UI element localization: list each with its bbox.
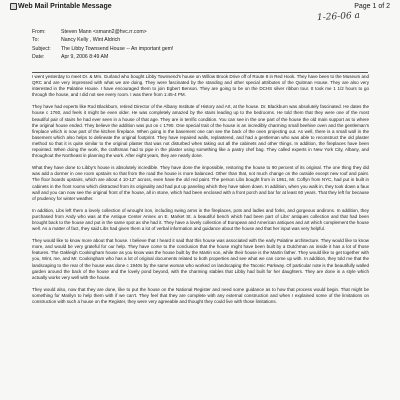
header-divider bbox=[32, 72, 368, 73]
handwritten-annotation: 1-26-06 a bbox=[316, 10, 361, 24]
date-label: Date: bbox=[32, 53, 45, 60]
subject-label: Subject: bbox=[32, 45, 51, 52]
to-label: To: bbox=[32, 37, 39, 44]
from-value: Steven Mann <smann2@hvc.rr.com> bbox=[61, 29, 147, 35]
from-row bbox=[32, 28, 372, 36]
email-headers bbox=[32, 28, 372, 61]
body-paragraph: They have had experts like Rod Blackburn, retired Director of the Albany Institute of History and Art, at the house. Dr. Blackburn was absolutely fascinated. He dates the house c 1760, and feels it might be even older. He was completely amazed by the stairs leading up to the bedrooms. He told them that they were one of the most beautiful pair of stairs he had ever seen in a house of that age. They are in terrific condition. You can see in the one part of the house the old main support as to where the original house ended. They believe the addition was put on c 1790. One special trait of the house is an incredibly charming small beehive oven and the gentleman's fireplace which is now part of the kitchen fireplace. When going in the basement one can see the back of the oven projecting out. As well, there is a small wall in the basement which also helps to delineate the original footprint. They have repaired walls, replastered, and had a gentleman who was able to reconstruct the old plaster method so that it is quite similar to the original plaster that was not disturbed when taking out all the cabinets and other things. In addition, the fireplaces have been repointed. When doing the work, the craftsman had to pipe in the plaster using something like a pastry chef bag. They called experts in New York City, Albany, and throughout the Northeast in planning the work. After eight years, they are nearly done. bbox=[32, 104, 369, 159]
to-row bbox=[32, 36, 372, 44]
subject-row bbox=[32, 45, 372, 53]
page-indicator: Page 1 of 2 bbox=[354, 3, 390, 10]
date-row bbox=[32, 53, 372, 61]
body-paragraph: They would also, now that they are done, like to put the house on the National Register and need some guidance as to how that process would begin. That might be something for Marilyn to help them with if we can't. They feel that they are complete with any external construction and when I explained some of the limitations on construction with such a house on the Register, they were very agreeable and thought they could live with those limitations. bbox=[32, 286, 369, 304]
subject-value: The Libby Townsend House -- An important gem! bbox=[61, 45, 174, 52]
to-value: Nancy Kelly , Wint Aldrich bbox=[61, 37, 121, 44]
window-title: Web Mail Printable Message bbox=[18, 3, 112, 10]
body-paragraph: I went yesterday to meet Dr. & Mrs. Gurland who bought Libby Townsend's house on Willow Brook Drive off of Route 8 in Red Hook. They have been to the Museum and QRC and are very impressed with what we are doing. They were fascinated by the standing and other special attributes of the Quitman House. They are also very interested in the Palatine House. I have encouraged them to join Egbert Benson. They are going to be on the DCHS silver ribbon tour. It took me 1 1/2 hours to go through the house, and I did not see every room. I was there from 1:45-4 PM. bbox=[32, 74, 369, 98]
email-body bbox=[32, 74, 369, 311]
from-label: From: bbox=[32, 29, 46, 35]
body-paragraph: What they have done to Libby's house is absolutely incredible. They have done the impossible, restoring the house to 90 percent of its original. The one thing they did was add a dormer in one room upstairs so that from the road the house is more balanced. Other than that, not much change on the outside except new roof and paint. The floor boards upstairs, which are about 4 10-12" across, even have the old red paint. The person Libs bought from in 1951, Mr. Coffyn from NYC, had put in built in cabinets in the front rooms which distracted from its originality and had put up paneling which they have taken down. In addition, when you walk in, they took down a faux wall and you can now see the original front of the house, all in stone, which had been enclosed with a front porch and bar for at least 60 years. That they left for because of prudency for winter weather. bbox=[32, 165, 369, 201]
body-paragraph: They would like to know more about that house. I believe that I heard it said that this house was associated with the early Palatine architecture. They would like to know more, and would be very grateful for our help. They have come to the conclusion that the house might have been built by a Dutchman as inside it has a lot of those features. The Oakleigh Cookingham house as you know was the house built by the Martin son, while their house is the Martin father. They would like to get together with you, Wint, me, and Mr. Cookingham who has a lot of original documents related to both properties and see what we can come up with. In addition, they told me that the landscaping to the rear of the house was done c 1940s by the same woman who worked on landscaping the Taconic Parkway. Of particular note is the beautifully walled garden around the back of the house and the lovely pond beyond, with the charming stables that Libby had built for her daughters. They are done in a style which actually works very well with the house. bbox=[32, 238, 369, 280]
webmail-icon bbox=[10, 3, 17, 10]
date-value: Apr 9, 2006 8:49 AM bbox=[61, 53, 109, 60]
body-paragraph: In addition, Libs left them a lovely collection of wrought iron, including swing arms in the fireplaces, pots and ladles and forks, and gorgeous andirons. In addition, they purchased from Andy who was at the Antique Center Annex on E. Market St. a beautiful bench which had been part of Libs' antiques collection and that had been brought back to the house and put in the same spot as she had it. They have a lovely collection of European and American antiques and art which complement the house well. As a matter of fact, they said Libs had given them a lot of verbal information and guidance about the house and that her input was very helpful. bbox=[32, 207, 369, 232]
